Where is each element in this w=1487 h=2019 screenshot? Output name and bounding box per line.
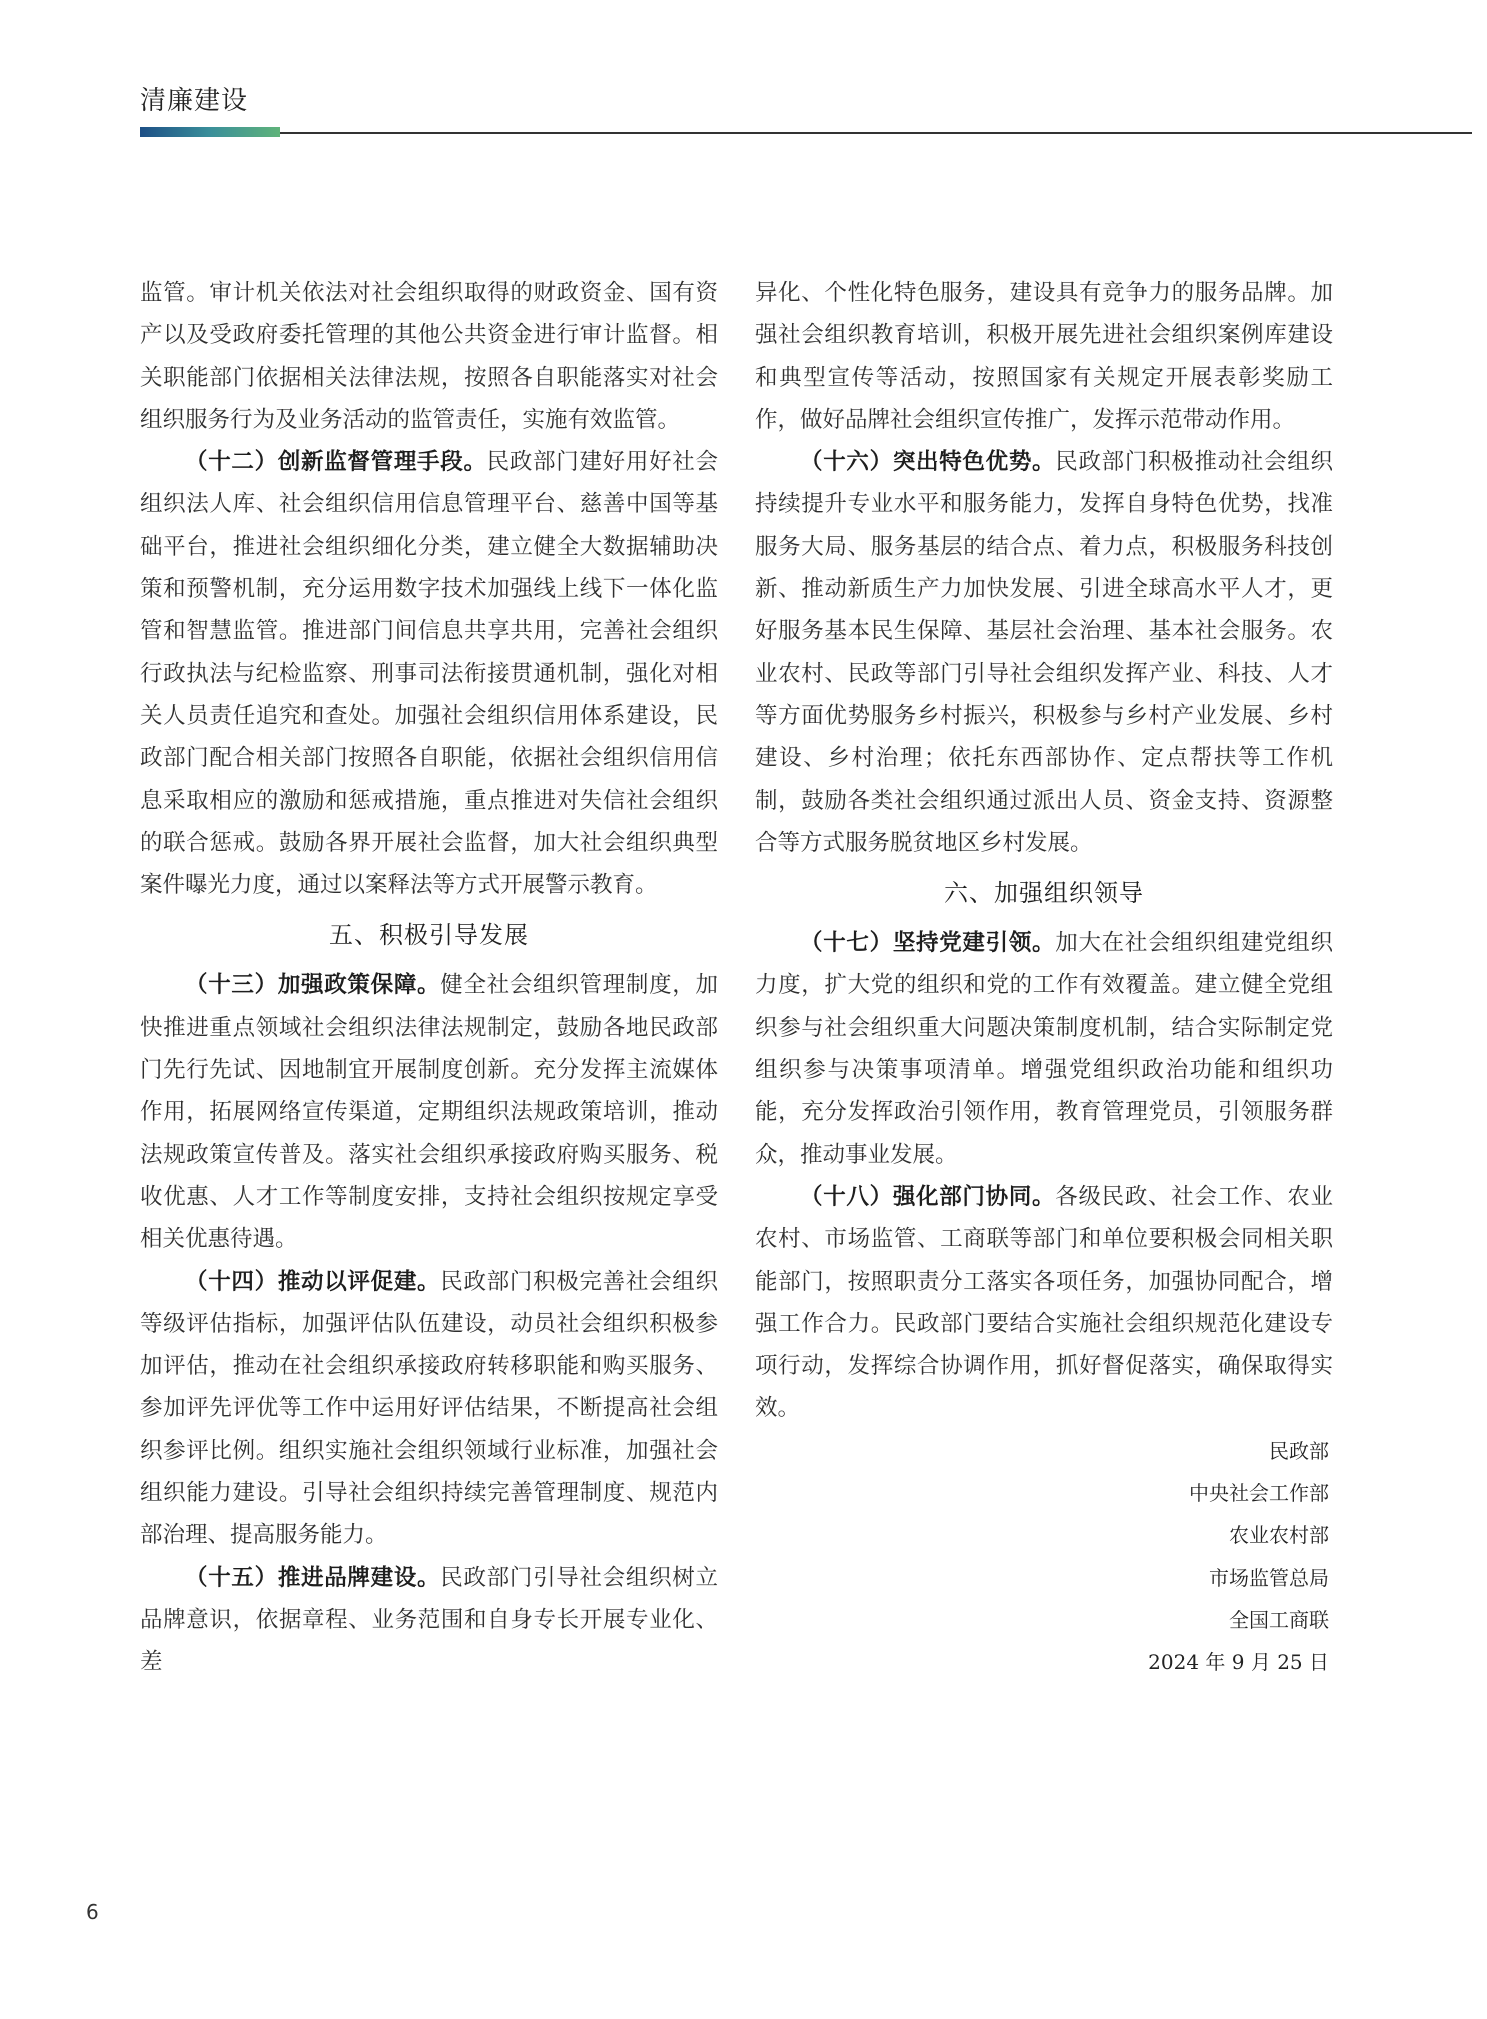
paragraph-body: 民政部门积极推动社会组织持续提升专业水平和服务能力，发挥自身特色优势，找准服务大局、服务基层的结合点、着力点，积极服务科技创新、推动新质生产力加快发展、引进全球高水平人才，更好服务基本民生保障、基层社会治理、基本社会服务。农业农村、民政等部门引导社会组织发挥产业、科技、人才等方面优势服务乡村振兴，积极参与乡村产业发展、乡村建设、乡村治理；依托东西部协作、定点帮扶等工作机制，鼓励各类社会组织通过派出人员、资金支持、资源整合等方式服务脱贫地区乡村发展。: [755, 449, 1333, 856]
signature-date: 2024 年 9 月 25 日: [1148, 1650, 1329, 1675]
signatory-social-work: 中央社会工作部: [1189, 1481, 1329, 1506]
paragraph-body: 健全社会组织管理制度，加快推进重点领域社会组织法律法规制定，鼓励各地民政部门先行先试、因地制宜开展制度创新。充分发挥主流媒体作用，拓展网络宣传渠道，定期组织法规政策培训，推动法规政策宣传普及。落实社会组织承接政府购买服务、税收优惠、人才工作等制度安排，支持社会组织按规定享受相关优惠待遇。: [140, 972, 718, 1253]
header-accent-bar: [140, 127, 280, 137]
paragraph-body: 加大在社会组织组建党组织力度，扩大党的组织和党的工作有效覆盖。建立健全党组织参与社会组织重大问题决策制度机制，结合实际制定党组织参与决策事项清单。增强党组织政治功能和组织功能，充分发挥政治引领作用，教育管理党员，引领服务群众，推动事业发展。: [755, 930, 1333, 1168]
paragraph-body: 各级民政、社会工作、农业农村、市场监管、工商联等部门和单位要积极会同相关职能部门，按照职责分工落实各项任务，加强协同配合，增强工作合力。民政部门要结合实施社会组织规范化建设专项行动，发挥综合协调作用，抓好督促落实，确保取得实效。: [755, 1183, 1333, 1422]
paragraph-lead: （十六）突出特色优势。: [800, 449, 1056, 476]
paragraph-lead: （十二）创新监督管理手段。: [185, 449, 487, 476]
paragraph-lead: （十八）强化部门协同。: [800, 1183, 1056, 1210]
signatory-mca: 民政部: [1269, 1438, 1329, 1463]
paragraph-lead: （十四）推动以评促建。: [185, 1268, 441, 1295]
paragraph-lead: （十三）加强政策保障。: [185, 972, 441, 999]
section-heading-6: 六、加强组织领导: [944, 879, 1144, 908]
paragraph-body: 民政部门积极完善社会组织等级评估指标，加强评估队伍建设，动员社会组织积极参加评估，推动在社会组织承接政府转移职能和购买服务、参加评先评优等工作中运用好评估结果，不断提高社会组织参评比例。组织实施社会组织领域行业标准，加强社会组织能力建设。引导社会组织持续完善管理制度、规范内部治理、提高服务能力。: [140, 1268, 718, 1549]
right-column: [755, 272, 1333, 1684]
signatory-agriculture: 农业农村部: [1229, 1523, 1329, 1548]
paragraph: 异化、个性化特色服务，建设具有竞争力的服务品牌。加强社会组织教育培训，积极开展先进社会组织案例库建设和典型宣传等活动，按照国家有关规定开展表彰奖励工作，做好品牌社会组织宣传推广，发挥示范带动作用。: [755, 280, 1333, 433]
paragraph-lead: （十七）坚持党建引领。: [800, 930, 1056, 957]
paragraph-12: [140, 441, 718, 906]
paragraph: 监管。审计机关依法对社会组织取得的财政资金、国有资产以及受政府委托管理的其他公共资金进行审计监督。相关职能部门依据相关法律法规，按照各自职能落实对社会组织服务行为及业务活动的监管责任，实施有效监管。: [140, 280, 718, 433]
paragraph-16: [755, 441, 1333, 864]
section-heading-5: 五、积极引导发展: [329, 921, 529, 950]
signature-block: [755, 1430, 1333, 1684]
paragraph-body: 民政部门建好用好社会组织法人库、社会组织信用信息管理平台、慈善中国等基础平台，推进社会组织细化分类，建立健全大数据辅助决策和预警机制，充分运用数字技术加强线上线下一体化监管和智慧监管。推进部门间信息共享共用，完善社会组织行政执法与纪检监察、刑事司法衔接贯通机制，强化对相关人员责任追究和查处。加强社会组织信用体系建设，民政部门配合相关部门按照各自职能，依据社会组织信用信息采取相应的激励和惩戒措施，重点推进对失信社会组织的联合惩戒。鼓励各界开展社会监督，加大社会组织典型案件曝光力度，通过以案释法等方式开展警示教育。: [140, 449, 718, 899]
paragraph-14: [140, 1261, 718, 1557]
header-rule: [280, 132, 1472, 134]
page-number: 6: [86, 1900, 99, 1924]
signatory-acfic: 全国工商联: [1229, 1607, 1329, 1632]
section-title: 清廉建设: [140, 86, 249, 116]
paragraph-body: 民政部门引导社会组织树立品牌意识，依据章程、业务范围和自身专长开展专业化、差: [140, 1564, 718, 1676]
paragraph-15: [140, 1557, 718, 1684]
signatory-market-regulation: 市场监管总局: [1209, 1565, 1329, 1590]
paragraph-17: [755, 922, 1333, 1176]
paragraph-13: [140, 964, 718, 1260]
paragraph-18: [755, 1176, 1333, 1430]
left-column: [140, 272, 718, 1684]
paragraph-lead: （十五）推进品牌建设。: [185, 1564, 441, 1591]
